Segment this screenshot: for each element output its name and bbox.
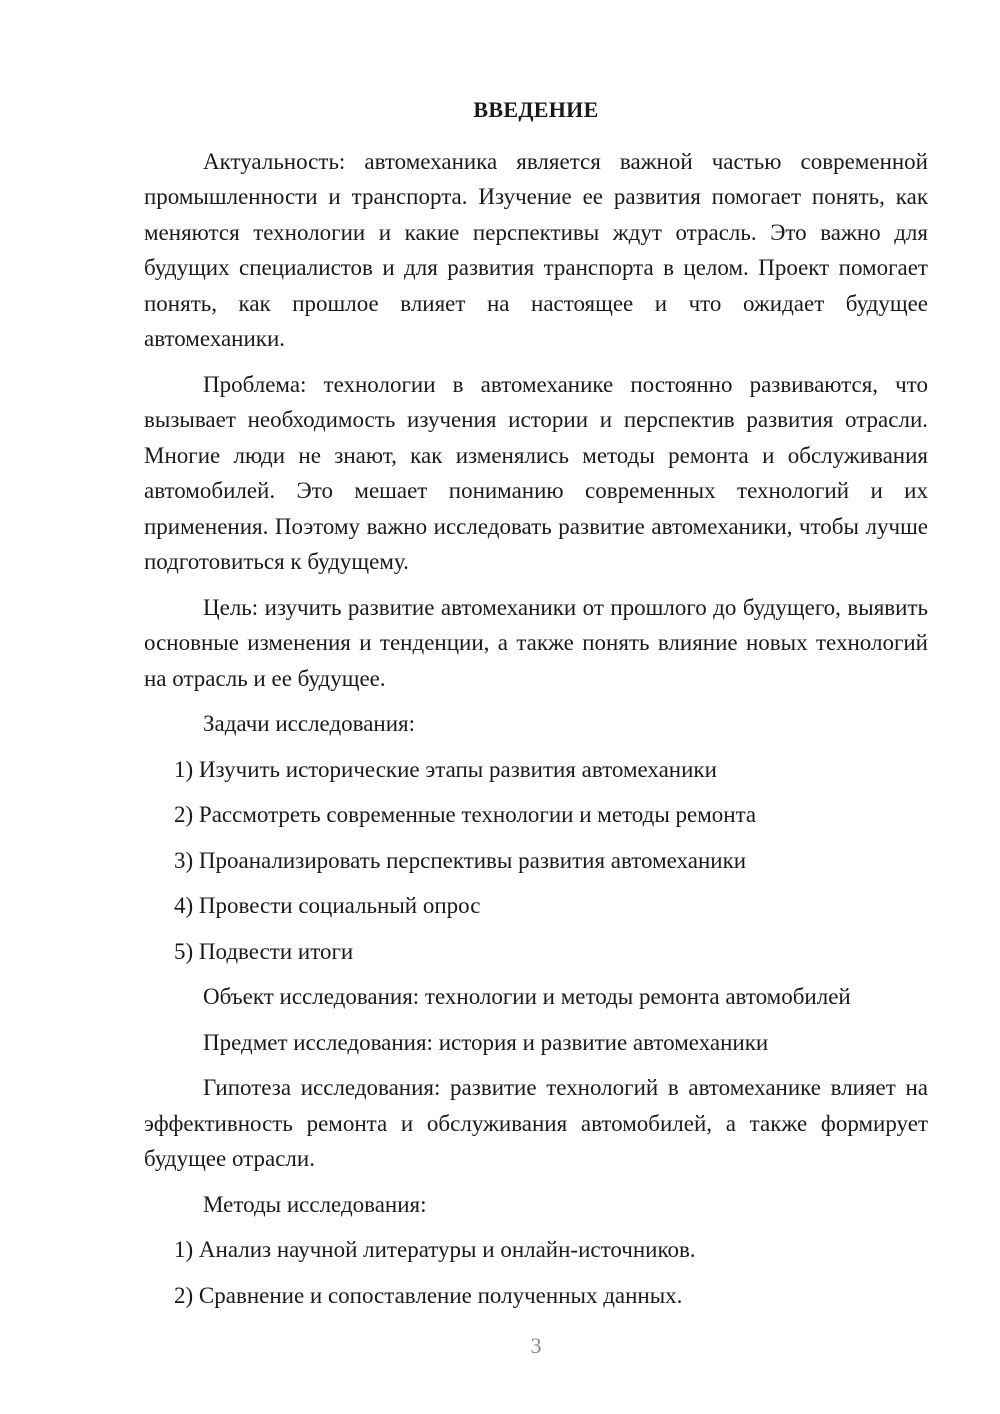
task-item-2: 2) Рассмотреть современные технологии и методы ремонта	[174, 802, 757, 827]
section-title: ВВЕДЕНИЕ	[473, 97, 599, 122]
problem-paragraph: Проблема: технологии в автомеханике постоянно развиваются, что вызывает необходимость изучения истории и перспектив развития отрасли. Многие люди не знают, как изменялись методы ремонта и обслуживания автомобилей. Это мешает пониманию современных технологий и их применения. Поэтому важно исследовать развитие автомеханики, чтобы лучше подготовиться к будущему.	[144, 371, 928, 574]
methods-heading: Методы исследования:	[203, 1191, 427, 1217]
subject-line: Предмет исследования: история и развитие автомеханики	[203, 1029, 769, 1055]
page-number: 3	[530, 1333, 542, 1358]
task-item-3: 3) Проанализировать перспективы развития автомеханики	[174, 847, 747, 873]
hypothesis-paragraph: Гипотеза исследования: развитие технологий в автомеханике влияет на эффективность ремонта и обслуживания автомобилей, а также формирует будущее отрасли.	[144, 1075, 928, 1171]
method-item-2: 2) Сравнение и сопоставление полученных данных.	[174, 1282, 683, 1308]
task-item-1: 1) Изучить исторические этапы развития автомеханики	[174, 756, 717, 782]
method-item-1: 1) Анализ научной литературы и онлайн-источников.	[174, 1237, 696, 1262]
task-item-4: 4) Провести социальный опрос	[174, 893, 481, 918]
tasks-heading: Задачи исследования:	[203, 711, 416, 736]
actuality-paragraph: Актуальность: автомеханика является важной частью современной промышленности и транспорта. Изучение ее развития помогает понять, как меняются технологии и какие перспективы ждут отрасль. Это важно для будущих специалистов и для развития транспорта в целом. Проект помогает понять, как прошлое влияет на настоящее и что ожидает будущее автомеханики.	[144, 148, 928, 351]
goal-paragraph: Цель: изучить развитие автомеханики от прошлого до будущего, выявить основные изменения и тенденции, а также понять влияние новых технологий на отрасль и ее будущее.	[144, 594, 928, 691]
page-content	[144, 92, 928, 1323]
object-line: Объект исследования: технологии и методы ремонта автомобилей	[203, 984, 851, 1009]
task-item-5: 5) Подвести итоги	[174, 938, 354, 964]
